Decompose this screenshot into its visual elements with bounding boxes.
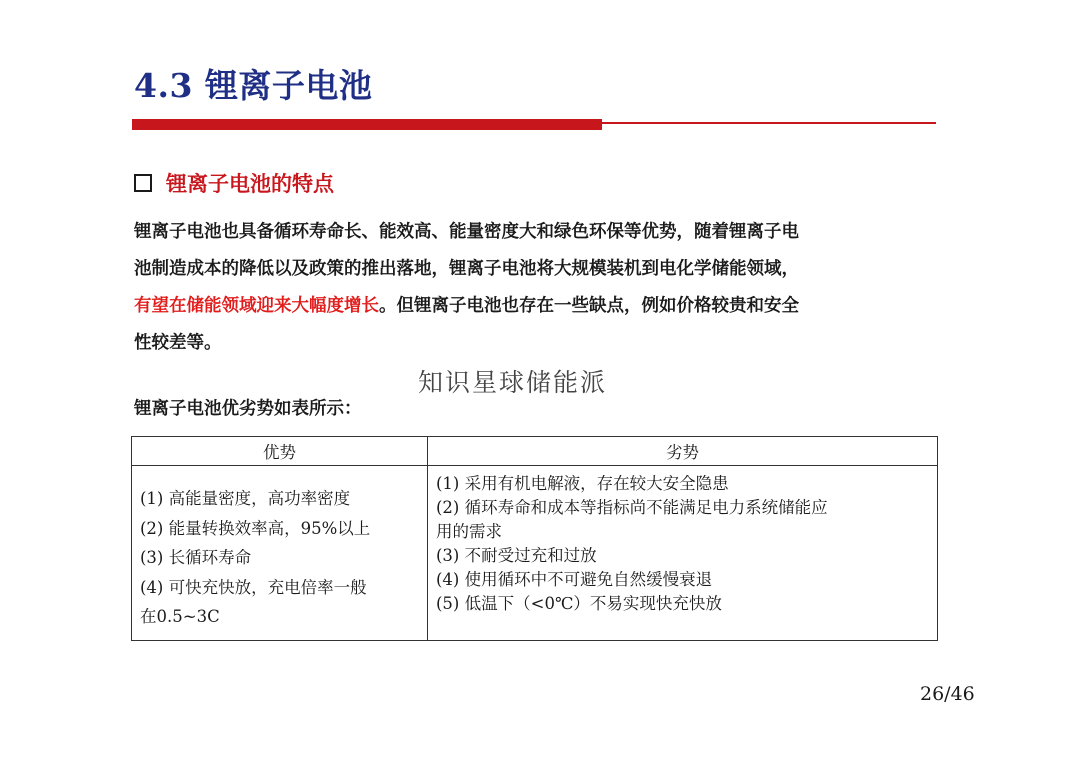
paragraph-line-3	[134, 288, 924, 325]
paragraph-line-4: 性较差等。	[134, 333, 222, 353]
table-header-advantages: 优势	[132, 437, 428, 466]
disadvantage-item: (5) 低温下（<0℃）不易实现快充快放	[436, 594, 722, 613]
watermark: 知识星球储能派	[418, 368, 608, 397]
advantages-cell	[132, 466, 428, 641]
page-number: 26/46	[920, 683, 975, 705]
section-heading-text: 锂离子电池的特点	[166, 172, 334, 196]
paragraph-line-1: 锂离子电池也具备循环寿命长、能效高、能量密度大和绿色环保等优势，随着锂离子电	[134, 222, 799, 242]
disadvantage-item: (1) 采用有机电解液，存在较大安全隐患	[436, 474, 729, 493]
disadvantage-item: 用的需求	[436, 522, 502, 541]
table-caption: 锂离子电池优劣势如表所示：	[134, 399, 362, 419]
paragraph-line-3-rest: 。但锂离子电池也存在一些缺点，例如价格较贵和安全	[379, 296, 799, 316]
title-accent-bar	[132, 119, 602, 130]
disadvantage-item: (3) 不耐受过充和过放	[436, 546, 597, 565]
disadvantage-item: (4) 使用循环中不可避免自然缓慢衰退	[436, 570, 713, 589]
disadvantage-item: (2) 循环寿命和成本等指标尚不能满足电力系统储能应	[436, 498, 828, 517]
title-underline	[132, 122, 936, 124]
slide-title: 4.3 锂离子电池	[134, 66, 373, 105]
body-paragraph	[134, 214, 924, 362]
section-heading	[134, 168, 334, 198]
advantage-item: (4) 可快充快放，充电倍率一般	[140, 577, 367, 597]
highlighted-text: 有望在储能领域迎来大幅度增长	[134, 296, 379, 316]
square-bullet-icon	[134, 174, 152, 192]
advantage-item: (3) 长循环寿命	[140, 548, 252, 567]
table-header-disadvantages: 劣势	[428, 437, 938, 466]
advantage-item: 在0.5~3C	[140, 607, 220, 626]
paragraph-line-2: 池制造成本的降低以及政策的推出落地，锂离子电池将大规模装机到电化学储能领域，	[134, 259, 799, 279]
pros-cons-table	[131, 436, 938, 641]
advantage-item: (2) 能量转换效率高，95%以上	[140, 518, 371, 538]
disadvantages-cell	[428, 466, 938, 641]
advantage-item: (1) 高能量密度，高功率密度	[140, 489, 351, 508]
